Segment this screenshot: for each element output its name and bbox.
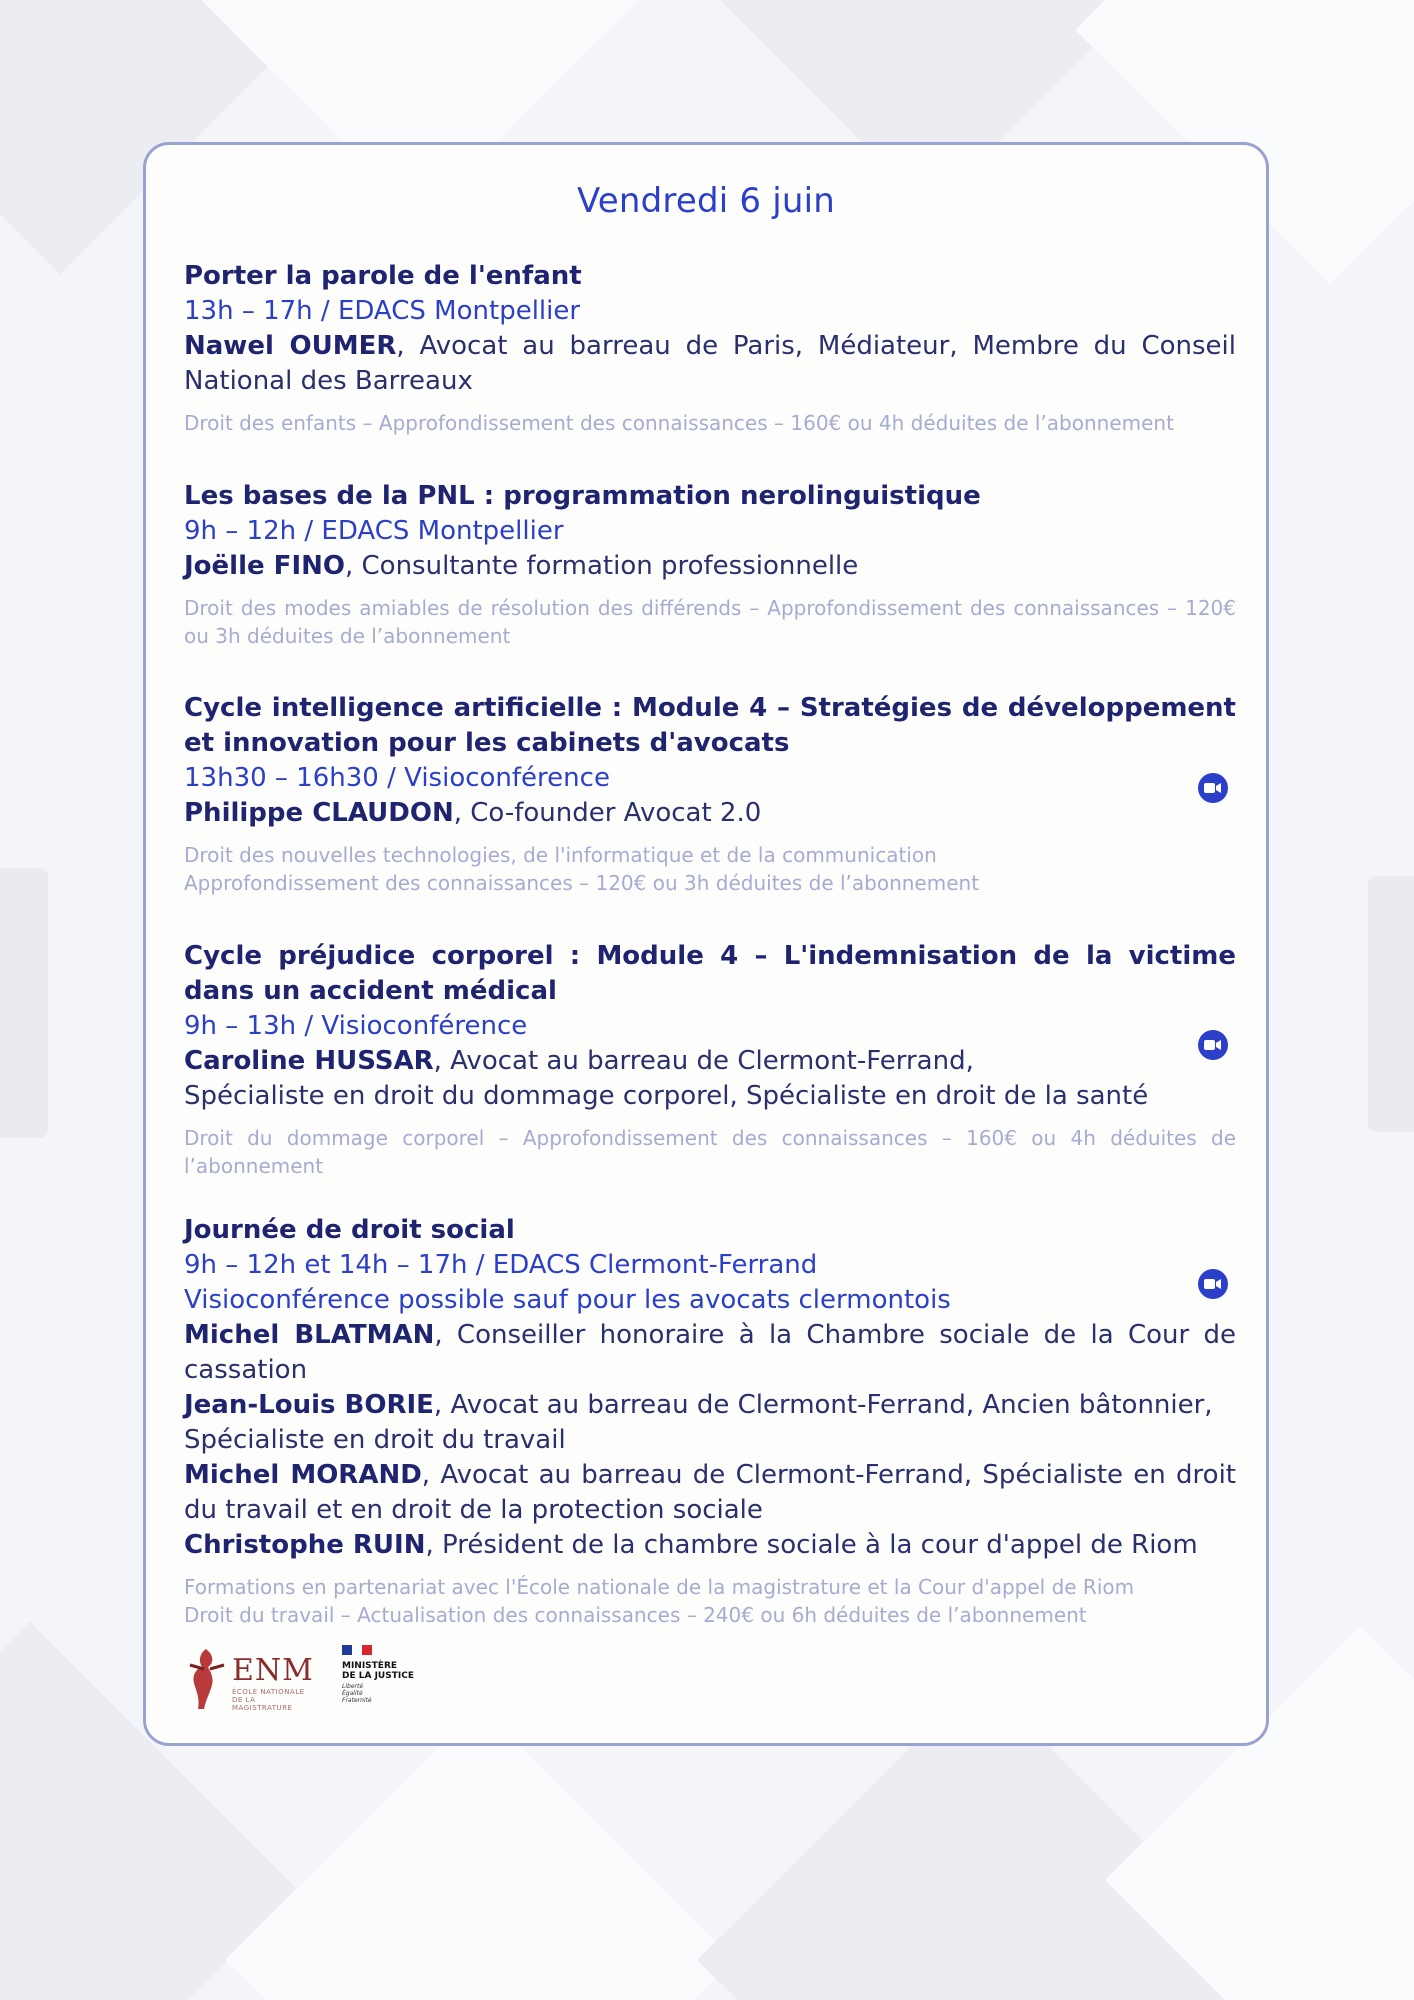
- motto-line: Liberté: [342, 1683, 364, 1690]
- day-title: Vendredi 6 juin: [576, 181, 836, 221]
- speaker: [184, 1458, 1236, 1528]
- session-title: Les bases de la PNL : programmation nerolinguistique: [184, 481, 981, 511]
- video-camera-icon: [1198, 1030, 1228, 1060]
- motto-line: Égalité: [342, 1690, 363, 1697]
- speaker-role: , Co-founder Avocat 2.0: [453, 798, 762, 828]
- session-1: [184, 259, 1236, 437]
- speaker-role: , Avocat au barreau de Paris, Médiateur, Membre du Conseil National des Barreaux: [184, 331, 1237, 396]
- speaker-name: Michel BLATMAN: [184, 1320, 435, 1350]
- speaker-name: Joëlle FINO: [184, 551, 345, 581]
- session-note: Droit des enfants – Approfondissement des connaissances – 160€ ou 4h déduites de l’abonnement: [184, 411, 1174, 435]
- speaker-role: , Avocat au barreau de Clermont-Ferrand, Ancien bâtonnier,: [433, 1390, 1213, 1420]
- speaker-name: Nawel OUMER: [184, 331, 397, 361]
- enm-emblem-icon: [184, 1645, 230, 1713]
- speaker: [184, 1388, 1236, 1458]
- speaker: [184, 329, 1236, 399]
- session-time: 13h – 17h / EDACS Montpellier: [184, 296, 581, 326]
- speaker: [184, 1528, 1236, 1563]
- french-flag-icon: [342, 1645, 372, 1655]
- speaker-role: , Conseiller honoraire à la Chambre sociale de la Cour de cassation: [184, 1320, 1236, 1385]
- enm-logo: [184, 1645, 314, 1713]
- speaker-name: Christophe RUIN: [184, 1530, 426, 1560]
- enm-subtitle: ÉCOLE NATIONALE DE LA MAGISTRATURE: [232, 1688, 305, 1712]
- session-time: 13h30 – 16h30 / Visioconférence: [184, 763, 610, 793]
- speaker-name: Philippe CLAUDON: [184, 798, 454, 828]
- session-2: [184, 479, 1236, 650]
- session-time: 9h – 12h / EDACS Montpellier: [184, 516, 564, 546]
- speaker-role: , Avocat au barreau de Clermont-Ferrand,: [433, 1046, 974, 1076]
- speaker-name: Jean-Louis BORIE: [184, 1390, 434, 1420]
- schedule-card: [143, 142, 1269, 1746]
- session-time: 9h – 13h / Visioconférence: [184, 1011, 528, 1041]
- speaker-role: , Avocat au barreau de Clermont-Ferrand, Spécialiste en droit du travail et en droit de la protection sociale: [184, 1460, 1237, 1525]
- speaker-role: Spécialiste en droit du travail: [184, 1425, 566, 1455]
- speaker-name: Michel MORAND: [184, 1460, 422, 1490]
- partner-logos: [184, 1645, 484, 1715]
- session-note: Droit du travail – Actualisation des connaissances – 240€ ou 6h déduites de l’abonnement: [184, 1603, 1087, 1627]
- session-title: Cycle préjudice corporel : Module 4 – L'indemnisation de la victime dans un accident médical: [184, 941, 1236, 1006]
- speaker: [184, 796, 1236, 831]
- session-time: 9h – 12h et 14h – 17h / EDACS Clermont-Ferrand: [184, 1250, 818, 1280]
- speaker: [184, 1318, 1236, 1388]
- speaker-role: , Président de la chambre sociale à la cour d'appel de Riom: [425, 1530, 1198, 1560]
- ministry-name: MINISTÈRE: [342, 1661, 398, 1671]
- session-title: Journée de droit social: [184, 1215, 515, 1245]
- ministry-name: DE LA JUSTICE: [342, 1671, 414, 1681]
- session-note: Droit du dommage corporel – Approfondissement des connaissances – 160€ ou 4h déduites de l’abonnement: [184, 1126, 1236, 1178]
- session-note: Formations en partenariat avec l'École nationale de la magistrature et la Cour d'appel de Riom: [184, 1575, 1135, 1599]
- video-camera-icon: [1198, 1269, 1228, 1299]
- session-5: [184, 1213, 1236, 1629]
- enm-name: ENM: [232, 1653, 314, 1688]
- session-time-note: Visioconférence possible sauf pour les avocats clermontois: [184, 1285, 951, 1315]
- session-4: [184, 939, 1236, 1180]
- session-title: Porter la parole de l'enfant: [184, 261, 582, 291]
- video-camera-icon: [1198, 773, 1228, 803]
- ministry-logo: [342, 1645, 462, 1704]
- speaker-name: Caroline HUSSAR: [184, 1046, 434, 1076]
- session-note: Droit des nouvelles technologies, de l'informatique et de la communication: [184, 843, 937, 867]
- speaker: [184, 549, 1236, 584]
- speaker-role: Spécialiste en droit du dommage corporel, Spécialiste en droit de la santé: [184, 1081, 1149, 1111]
- speaker: [184, 1044, 1236, 1114]
- session-note: Droit des modes amiables de résolution des différends – Approfondissement des connaissances – 120€ ou 3h déduites de l’abonnement: [184, 596, 1236, 648]
- speaker-role: , Consultante formation professionnelle: [344, 551, 859, 581]
- motto-line: Fraternité: [342, 1697, 372, 1704]
- session-note: Approfondissement des connaissances – 120€ ou 3h déduites de l’abonnement: [184, 871, 980, 895]
- session-3: [184, 691, 1236, 897]
- session-title: Cycle intelligence artificielle : Module 4 – Stratégies de développement et innovation pour les cabinets d'avocats: [184, 693, 1236, 758]
